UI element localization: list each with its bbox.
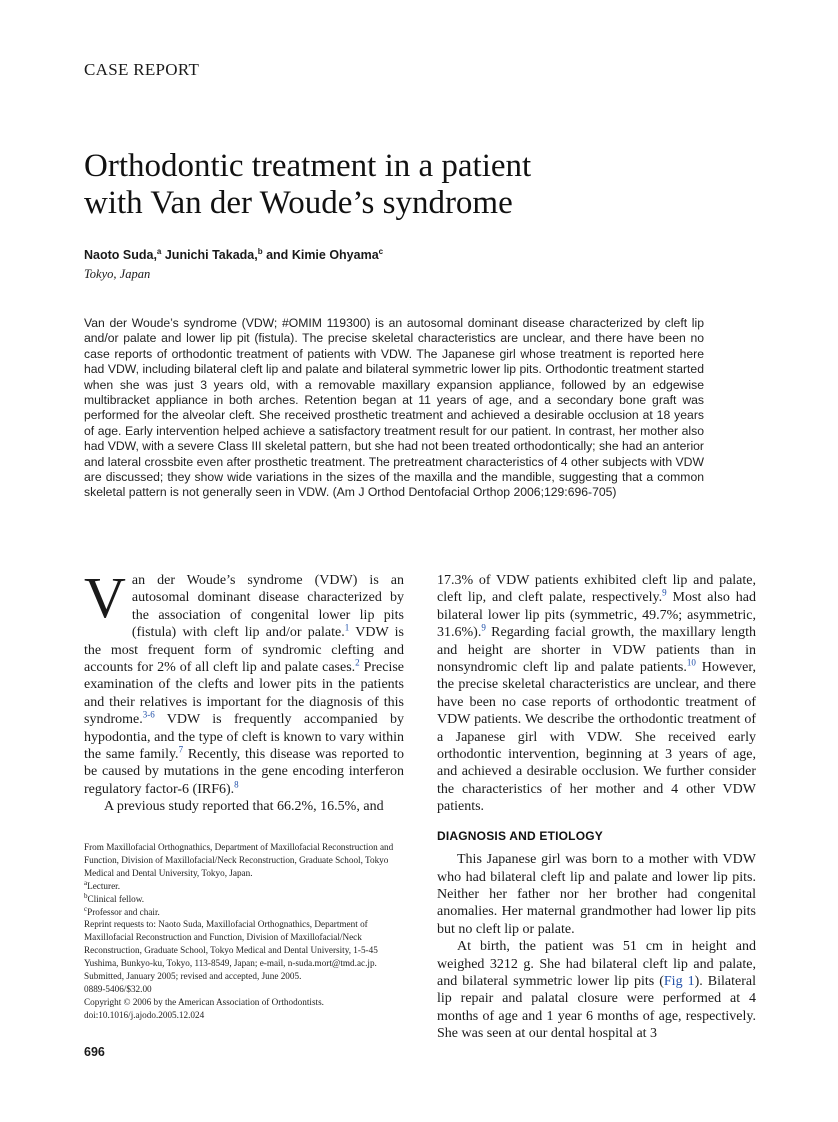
abstract: Van der Woude’s syndrome (VDW; #OMIM 119300) is an autosomal dominant disease characterized by cleft lip and/or palate and lower lip pit (fistula). The precise skeletal characteristics are unclear, and there have been no case reports of orthodontic treatment of patients with VDW. The Japanese girl whose treatment is reported here had VDW, including bilateral cleft lip and palate and bilateral symmetric lower lip pits. Orthodontic treatment started when she was just 3 years old, with a removable maxillary expansion appliance, followed by an edgewise multibracket appliance in both arches. Retention began at 11 years of age, and a secondary bone graft was performed for the alveolar cleft. She received prosthetic treatment and achieved a desirable occlusion at 18 years of age. Early intervention helped achieve a satisfactory treatment result for our patient. In contrast, her mother also had VDW, with a severe Class III skeletal pattern, but she had not been treated orthodontically; she had an anterior and lateral crossbite even after prosthetic treatment. The pretreatment characteristics of 4 other subjects with VDW are discussed; they show wide variations in the sizes of the maxilla and the mandible, suggesting that a common skeletal pattern is not generally seen in VDW. (Am J Orthod Dentofacial Orthop 2006;129:696-705) <box>84 316 704 500</box>
page-number: 696 <box>84 1045 105 1059</box>
body-paragraph <box>437 572 756 816</box>
text-run: Most also had bilateral lower lip pits (symmetric, 49.7%; asymmetric, 31.6%). <box>437 590 756 641</box>
citation-link[interactable]: 10 <box>686 657 696 668</box>
footnote-mark: c <box>84 904 88 913</box>
text-run: However, the precise skeletal characteristics are unclear, and there have been no case reports of orthodontic treatment of VDW patients. We describe the orthodontic treatment of a Japanese girl with VDW. She received early orthodontic intervention, beginning at 3 years of age, and achieved a desirable occlusion. We further consider the characteristics of her mother and 4 other VDW patients. <box>437 660 756 815</box>
title-line-1: Orthodontic treatment in a patient <box>84 148 532 184</box>
footnote-doi: doi:10.1016/j.ajodo.2005.12.024 <box>84 1009 205 1020</box>
author-location: Tokyo, Japan <box>84 267 151 281</box>
section-label: CASE REPORT <box>84 60 200 79</box>
footnote-reprint: Reprint requests to: Naoto Suda, Maxillofacial Orthognathics, Department of Maxillofacial Reconstruction and Function, Division of Maxillofacial/Neck Reconstruction, Graduate School, Tokyo Medical and Dental University, 1-5-45 Yushima, Bunkyo-ku, Tokyo, 113-8549, Japan; e-mail, n-suda.mort@tmd.ac.jp. <box>84 919 378 969</box>
footnote-affiliation: From Maxillofacial Orthognathics, Department of Maxillofacial Reconstruction and Function, Division of Maxillofacial/Neck Reconstruction, Graduate School, Tokyo Medical and Dental University, Tokyo, Japan. <box>84 842 394 878</box>
footnote-b <box>84 893 404 906</box>
footnote-text: Lecturer. <box>87 880 121 891</box>
citation-link[interactable]: 2 <box>355 657 360 668</box>
text-run: Precise examination of the clefts and lower pits in the patients and their relatives is important for the diagnosis of this syndrome. <box>84 660 404 728</box>
body-paragraph: This Japanese girl was born to a mother with VDW who had bilateral cleft lip and palate and lower lip pits. Neither her father nor her brother had congenital anomalies. Her maternal grandmother had lower lip pits but no cleft lip or palate. <box>437 852 756 937</box>
section-heading: DIAGNOSIS AND ETIOLOGY <box>437 828 603 843</box>
text-run: VDW is frequently accompanied by hypodontia, and the type of cleft is known to vary within the same family. <box>84 712 404 763</box>
citation-link[interactable]: 7 <box>178 744 184 755</box>
text-run: 17.3% of VDW patients exhibited cleft lip and palate, cleft lip, and cleft palate, respectively. <box>437 573 756 606</box>
author-list <box>84 248 383 262</box>
citation-link[interactable]: 8 <box>234 779 239 790</box>
drop-cap: V <box>84 565 126 630</box>
citation-link[interactable]: 9 <box>481 622 486 633</box>
body-left-column <box>84 565 404 816</box>
intro-paragraph <box>84 565 404 798</box>
footnote-issn: 0889-5406/$32.00 <box>84 983 152 994</box>
body-paragraph <box>437 938 756 1042</box>
author-name: Junichi Takada, <box>164 248 258 262</box>
citation-link[interactable]: 9 <box>662 587 667 598</box>
text-run: Recently, this disease was reported to be caused by mutations in the gene encoding interferon regulatory factor-6 (IRF6). <box>84 747 404 797</box>
footnote-a <box>84 880 404 893</box>
footnote-text: Clinical fellow. <box>87 893 145 904</box>
figure-link[interactable]: Fig 1 <box>663 973 695 989</box>
author-name: Naoto Suda, <box>84 248 157 262</box>
author-affiliation-mark: b <box>257 246 263 256</box>
footnote-submitted: Submitted, January 2005; revised and accepted, June 2005. <box>84 971 302 982</box>
author-affiliation-mark: a <box>156 246 162 256</box>
author-name: Kimie Ohyama <box>291 248 379 262</box>
text-run: an der Woude’s syndrome (VDW) is an autosomal dominant disease characterized by the association of congenital lower lip pits (fistula) with cleft lip and/or palate. <box>131 573 404 641</box>
footnote-copyright: Copyright © 2006 by the American Association of Orthodontists. <box>84 996 324 1007</box>
text-run: At birth, the patient was 51 cm in height and weighed 3212 g. She had bilateral cleft lip and palate, and bilateral symmetric lower lip pits ( <box>437 939 756 989</box>
body-paragraph: A previous study reported that 66.2%, 16.5%, and <box>104 799 384 815</box>
author-connector: and <box>266 248 289 262</box>
footnote-mark: b <box>84 891 88 900</box>
citation-link[interactable]: 1 <box>344 622 350 633</box>
footnote-c <box>84 906 404 919</box>
text-run: ). Bilateral lip repair and palatal closure were performed at 4 months of age and 1 year 6 months of age, respectively. She was seen at our dental hospital at 3 <box>437 973 756 1042</box>
text-run: Regarding facial growth, the maxillary length and height are shorter in VDW patients than in nonsyndromic cleft lip and palate patients. <box>437 625 756 676</box>
title-line-2: with Van der Woude’s syndrome <box>84 185 513 221</box>
footnote-text: Professor and chair. <box>87 906 160 917</box>
footnote-mark: a <box>84 878 88 887</box>
article-title <box>84 148 724 222</box>
text-run: VDW is the most frequent form of syndromic clefting and accounts for 2% of all cleft lip and palate cases. <box>84 625 404 676</box>
author-affiliation-mark: c <box>378 246 384 256</box>
body-right-column <box>437 572 756 1043</box>
footnotes <box>84 841 404 1022</box>
citation-link[interactable]: 3-6 <box>142 709 155 720</box>
